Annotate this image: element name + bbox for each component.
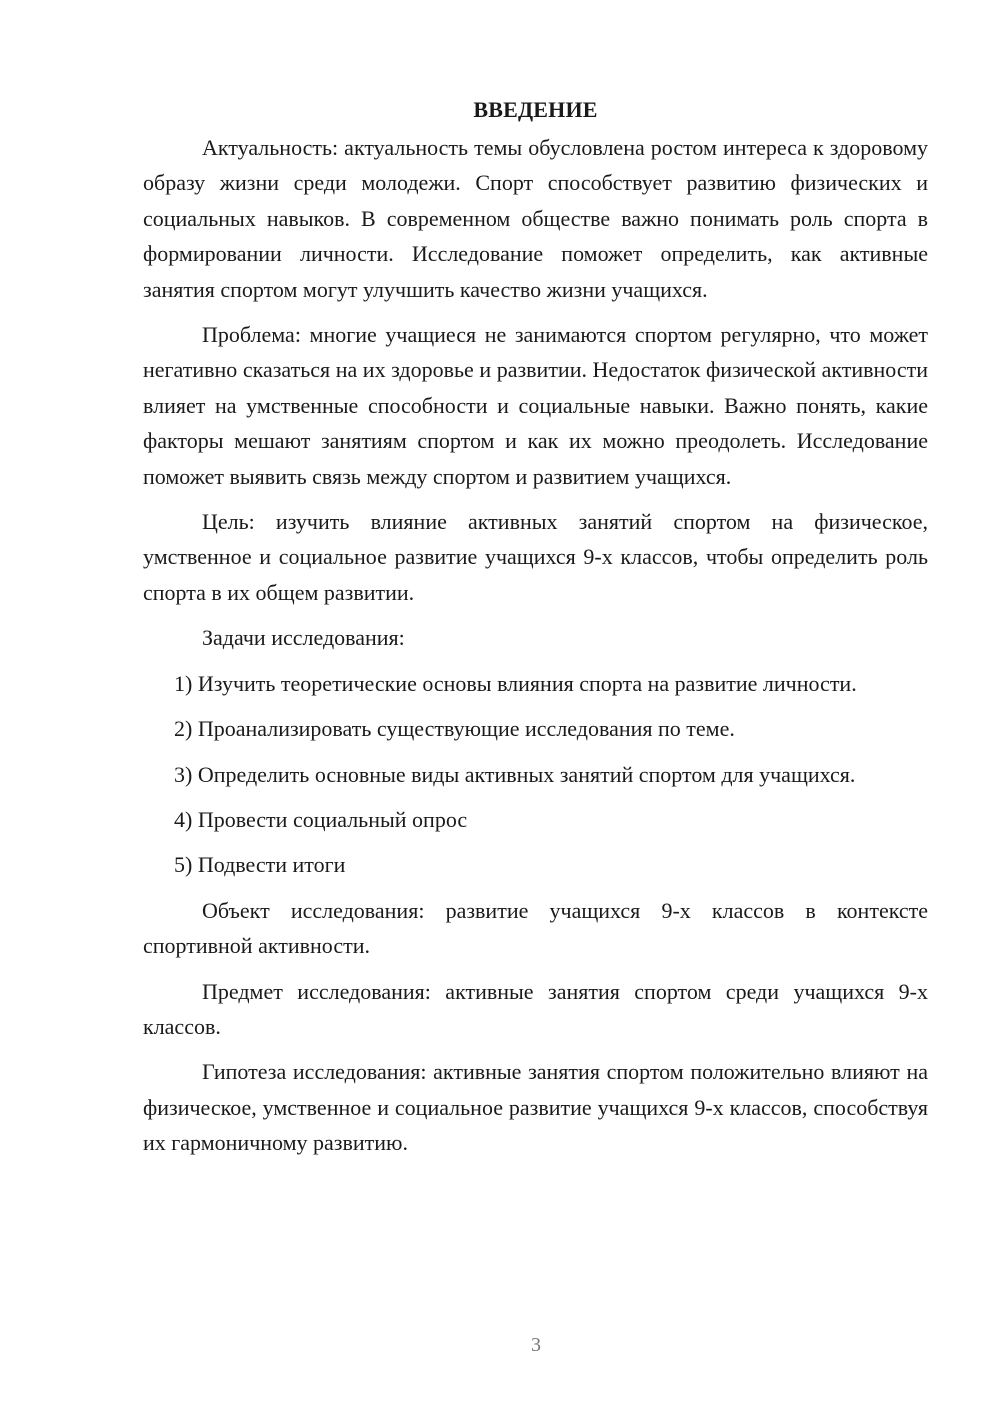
tasks-heading: Задачи исследования: [202, 625, 405, 651]
page-number: 3 [531, 1334, 541, 1356]
task-item: 4) Провести социальный опрос [174, 806, 468, 832]
task-item: 3) Определить основные виды активных занятий спортом для учащихся. [174, 761, 856, 787]
goal-paragraph: Цель: изучить влияние активных занятий спортом на физическое, умственное и социальное развитие учащихся 9-х классов, чтобы определить роль спорта в их общем развитии. [143, 509, 928, 605]
task-item: 1) Изучить теоретические основы влияния спорта на развитие личности. [174, 670, 857, 696]
object-paragraph: Объект исследования: развитие учащихся 9-х классов в контексте спортивной активности. [143, 897, 928, 959]
task-item: 5) Подвести итоги [174, 852, 346, 878]
section-heading: ВВЕДЕНИЕ [473, 97, 598, 122]
document-page [143, 93, 928, 1171]
problem-paragraph: Проблема: многие учащиеся не занимаются спортом регулярно, что может негативно сказаться на их здоровье и развитии. Недостаток физической активности влияет на умственные способности и социальные навыки. Важно понять, какие факторы мешают занятиям спортом и как их можно преодолеть. Исследование поможет выявить связь между спортом и развитием учащихся. [143, 322, 928, 489]
hypothesis-paragraph: Гипотеза исследования: активные занятия спортом положительно влияют на физическое, умственное и социальное развитие учащихся 9-х классов, способствуя их гармоничному развитию. [143, 1059, 928, 1156]
subject-paragraph: Предмет исследования: активные занятия спортом среди учащихся 9-х классов. [143, 978, 928, 1039]
relevance-paragraph: Актуальность: актуальность темы обусловлена ростом интереса к здоровому образу жизни среди молодежи. Спорт способствует развитию физических и социальных навыков. В современном обществе важно понимать роль спорта в формировании личности. Исследование поможет определить, как активные занятия спортом могут улучшить качество жизни учащихся. [143, 135, 928, 302]
task-item: 2) Проанализировать существующие исследования по теме. [174, 716, 735, 742]
